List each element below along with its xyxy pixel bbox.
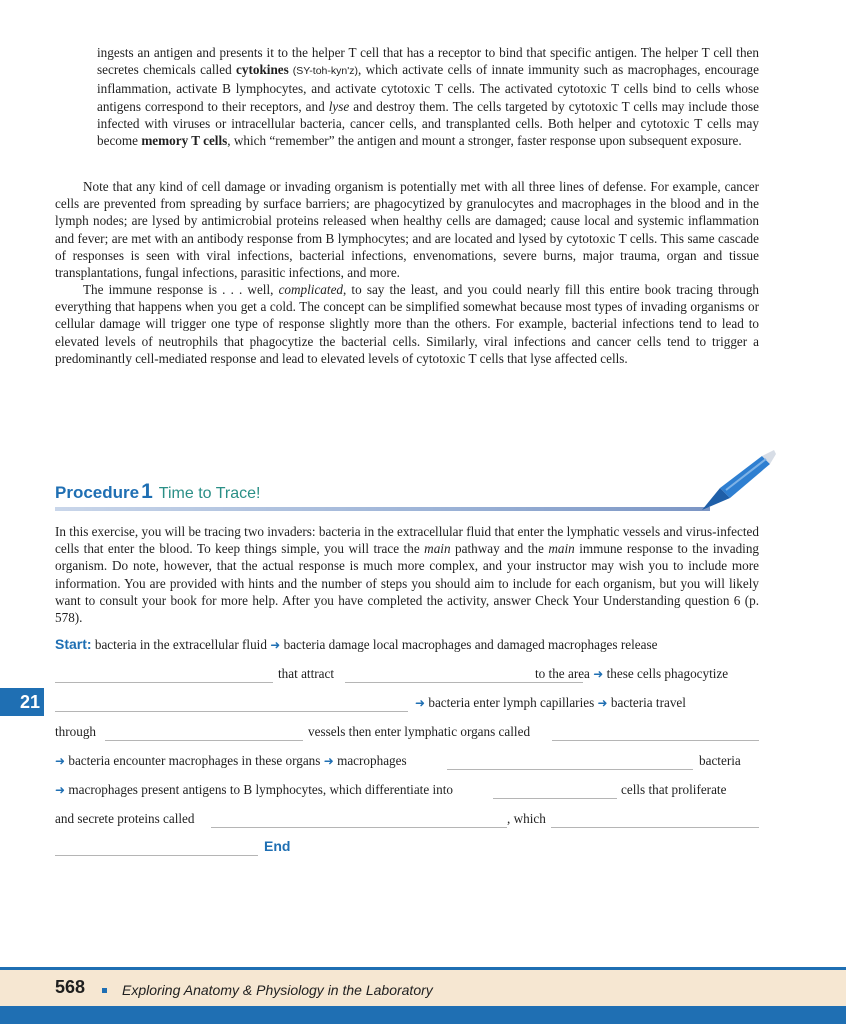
intro-text-3: and destroy them. The cells targeted by cytotoxic T cells may include those infected with viruses or intracellular bacteria, cancer cells, and transplanted cells. Both helper and cytotoxic T cells may become: [97, 98, 759, 149]
trace-text: , which: [507, 811, 546, 826]
trace-text: [55, 781, 453, 799]
arrow-icon: ➜: [55, 754, 66, 768]
procedure-label: Procedure: [55, 483, 140, 502]
trace-text-phagocytize: these cells phagocytize: [606, 666, 729, 681]
trace-line-3: [55, 694, 759, 716]
trace-text-travel: bacteria travel: [610, 695, 686, 710]
term-main-1: main: [424, 541, 451, 557]
arrow-icon: ➜: [323, 754, 334, 768]
trace-text: cells that proliferate: [621, 782, 727, 797]
procedure-intro-a: In this exercise, you will be tracing two invaders: bacteria in the extracellular fluid that enter the lymphatic vessels and virus-infected cells that enter the blood. To keep things simple, you will trace the: [55, 524, 759, 557]
arrow-icon: ➜: [597, 696, 608, 710]
term-lyse: lyse: [328, 98, 350, 114]
arrow-icon: ➜: [593, 667, 604, 681]
immune-response-paragraph: [55, 281, 759, 367]
procedure-heading: [55, 480, 260, 510]
trace-text: [535, 665, 728, 683]
answer-blank[interactable]: [552, 739, 759, 741]
trace-line-8: [55, 838, 759, 860]
procedure-intro-b: pathway and the: [450, 541, 549, 557]
trace-line-5: [55, 752, 759, 774]
arrow-icon: ➜: [55, 783, 66, 797]
trace-text: [55, 752, 407, 770]
trace-text-area: to the area: [535, 666, 590, 681]
trace-line-1: [55, 636, 759, 658]
immune-text-b: , to say the least, and you could nearly fill this entire book tracing through everything that happens when you get a cold. The concept can be simplified somewhat because most types of invading organisms or cellular damage will trigger one type of response slightly more than the others. For example, bacterial infections tend to lead to elevated levels of neutrophils that phagocytize the bacterial cells. Similarly, viral infections and cancer cells tend to trigger a predominantly cell-mediated response and lead to elevated levels of cytotoxic T cells that lyse affected cells.: [55, 282, 760, 366]
arrow-icon: ➜: [270, 638, 281, 652]
book-title: Exploring Anatomy & Physiology in the Laboratory: [122, 982, 433, 998]
trace-line-6: [55, 781, 759, 803]
procedure-rule: [55, 507, 710, 511]
answer-blank[interactable]: [55, 710, 408, 712]
trace-text-macrophages: macrophages: [337, 753, 407, 768]
trace-text: through: [55, 724, 97, 739]
procedure-intro-c: immune response to the invading organism. Do note, however, that the actual response is much more complex, and your instructor may wish you to include more information. You are provided with hints and the number of steps you should aim to include for each organism, but you will likely want to consult your book for more help. After you have completed the activity, answer Check Your Understanding question 6 (p. 578).: [55, 541, 760, 626]
trace-text: bacteria: [699, 753, 741, 768]
answer-blank[interactable]: [493, 797, 617, 799]
trace-text-encounter: bacteria encounter macrophages in these organs: [68, 753, 321, 768]
intro-paragraph: [97, 44, 759, 149]
note-text: Note that any kind of cell damage or invading organism is potentially met with all three lines of defense. For example, cancer cells are prevented from spreading by surface barriers; are phagocytized by granulocytes and macrophages in the blood and in the lymph nodes; are lysed by antimicrobial proteins released when healthy cells are damaged; cause local and systemic inflammation and fever; are met with an antibody response from B lymphocytes; and are located and lysed by cytotoxic T cells. This same cascade of responses is seen with viral infections, bacterial infections, envenomations, severe burns, major trauma, organ and tissue transplantations, fungal infections, parasitic infections, and more.: [55, 179, 759, 281]
answer-blank[interactable]: [551, 826, 759, 828]
term-memory-t-cells: memory T cells: [141, 133, 228, 149]
page-number: 568: [55, 977, 86, 997]
note-paragraph: [55, 178, 759, 281]
trace-text-lymph: bacteria enter lymph capillaries: [428, 695, 595, 710]
trace-text-present: macrophages present antigens to B lymphocytes, which differentiate into: [68, 782, 454, 797]
procedure-intro: [55, 523, 759, 626]
term-cytokines: cytokines: [236, 62, 289, 78]
answer-blank[interactable]: [55, 854, 258, 856]
answer-blank[interactable]: [105, 739, 303, 741]
trace-line-4: [55, 723, 759, 745]
trace-start: [55, 636, 657, 654]
trace-line-7: [55, 810, 759, 832]
procedure-number: 1: [141, 480, 153, 503]
procedure-title: Time to Trace!: [158, 485, 261, 502]
intro-text-1: ingests an antigen and presents it to the helper T cell that has a receptor to bind that specific antigen. The helper T cell then secretes chemicals called: [97, 45, 759, 78]
term-main-2: main: [548, 541, 575, 557]
answer-blank[interactable]: [447, 768, 693, 770]
chapter-tab: 21: [0, 688, 44, 716]
immune-text-a: The immune response is . . . well,: [83, 282, 279, 297]
trace-text: that attract: [278, 666, 335, 681]
pronunciation-cytokines: (SY-toh-kyn'z): [288, 65, 358, 78]
end-label: End: [264, 838, 291, 854]
answer-blank[interactable]: [211, 826, 507, 828]
intro-text-2: , which activate cells of innate immunity such as macrophages, encourage inflammation, activate B lymphocytes, and activate cytotoxic T cells. The activated cytotoxic T cells bind to cells whose antigens correspond to their receptors, and: [97, 62, 759, 114]
footer-bottom-bar: [0, 1006, 846, 1024]
intro-text-4: , which “remember” the antigen and mount a stronger, faster response upon subsequent exposure.: [227, 133, 742, 149]
trace-text: bacteria damage local macrophages and damaged macrophages release: [283, 637, 658, 652]
term-complicated: complicated: [278, 282, 344, 297]
trace-text: and secrete proteins called: [55, 811, 195, 826]
arrow-icon: ➜: [415, 696, 426, 710]
pen-icon: [696, 450, 776, 516]
trace-text: [415, 694, 686, 712]
trace-line-2: [55, 665, 759, 687]
bullet-icon: [102, 988, 107, 993]
trace-text: vessels then enter lymphatic organs called: [308, 724, 531, 739]
trace-text: bacteria in the extracellular fluid: [94, 637, 267, 652]
answer-blank[interactable]: [55, 681, 273, 683]
start-label: Start:: [55, 636, 92, 652]
